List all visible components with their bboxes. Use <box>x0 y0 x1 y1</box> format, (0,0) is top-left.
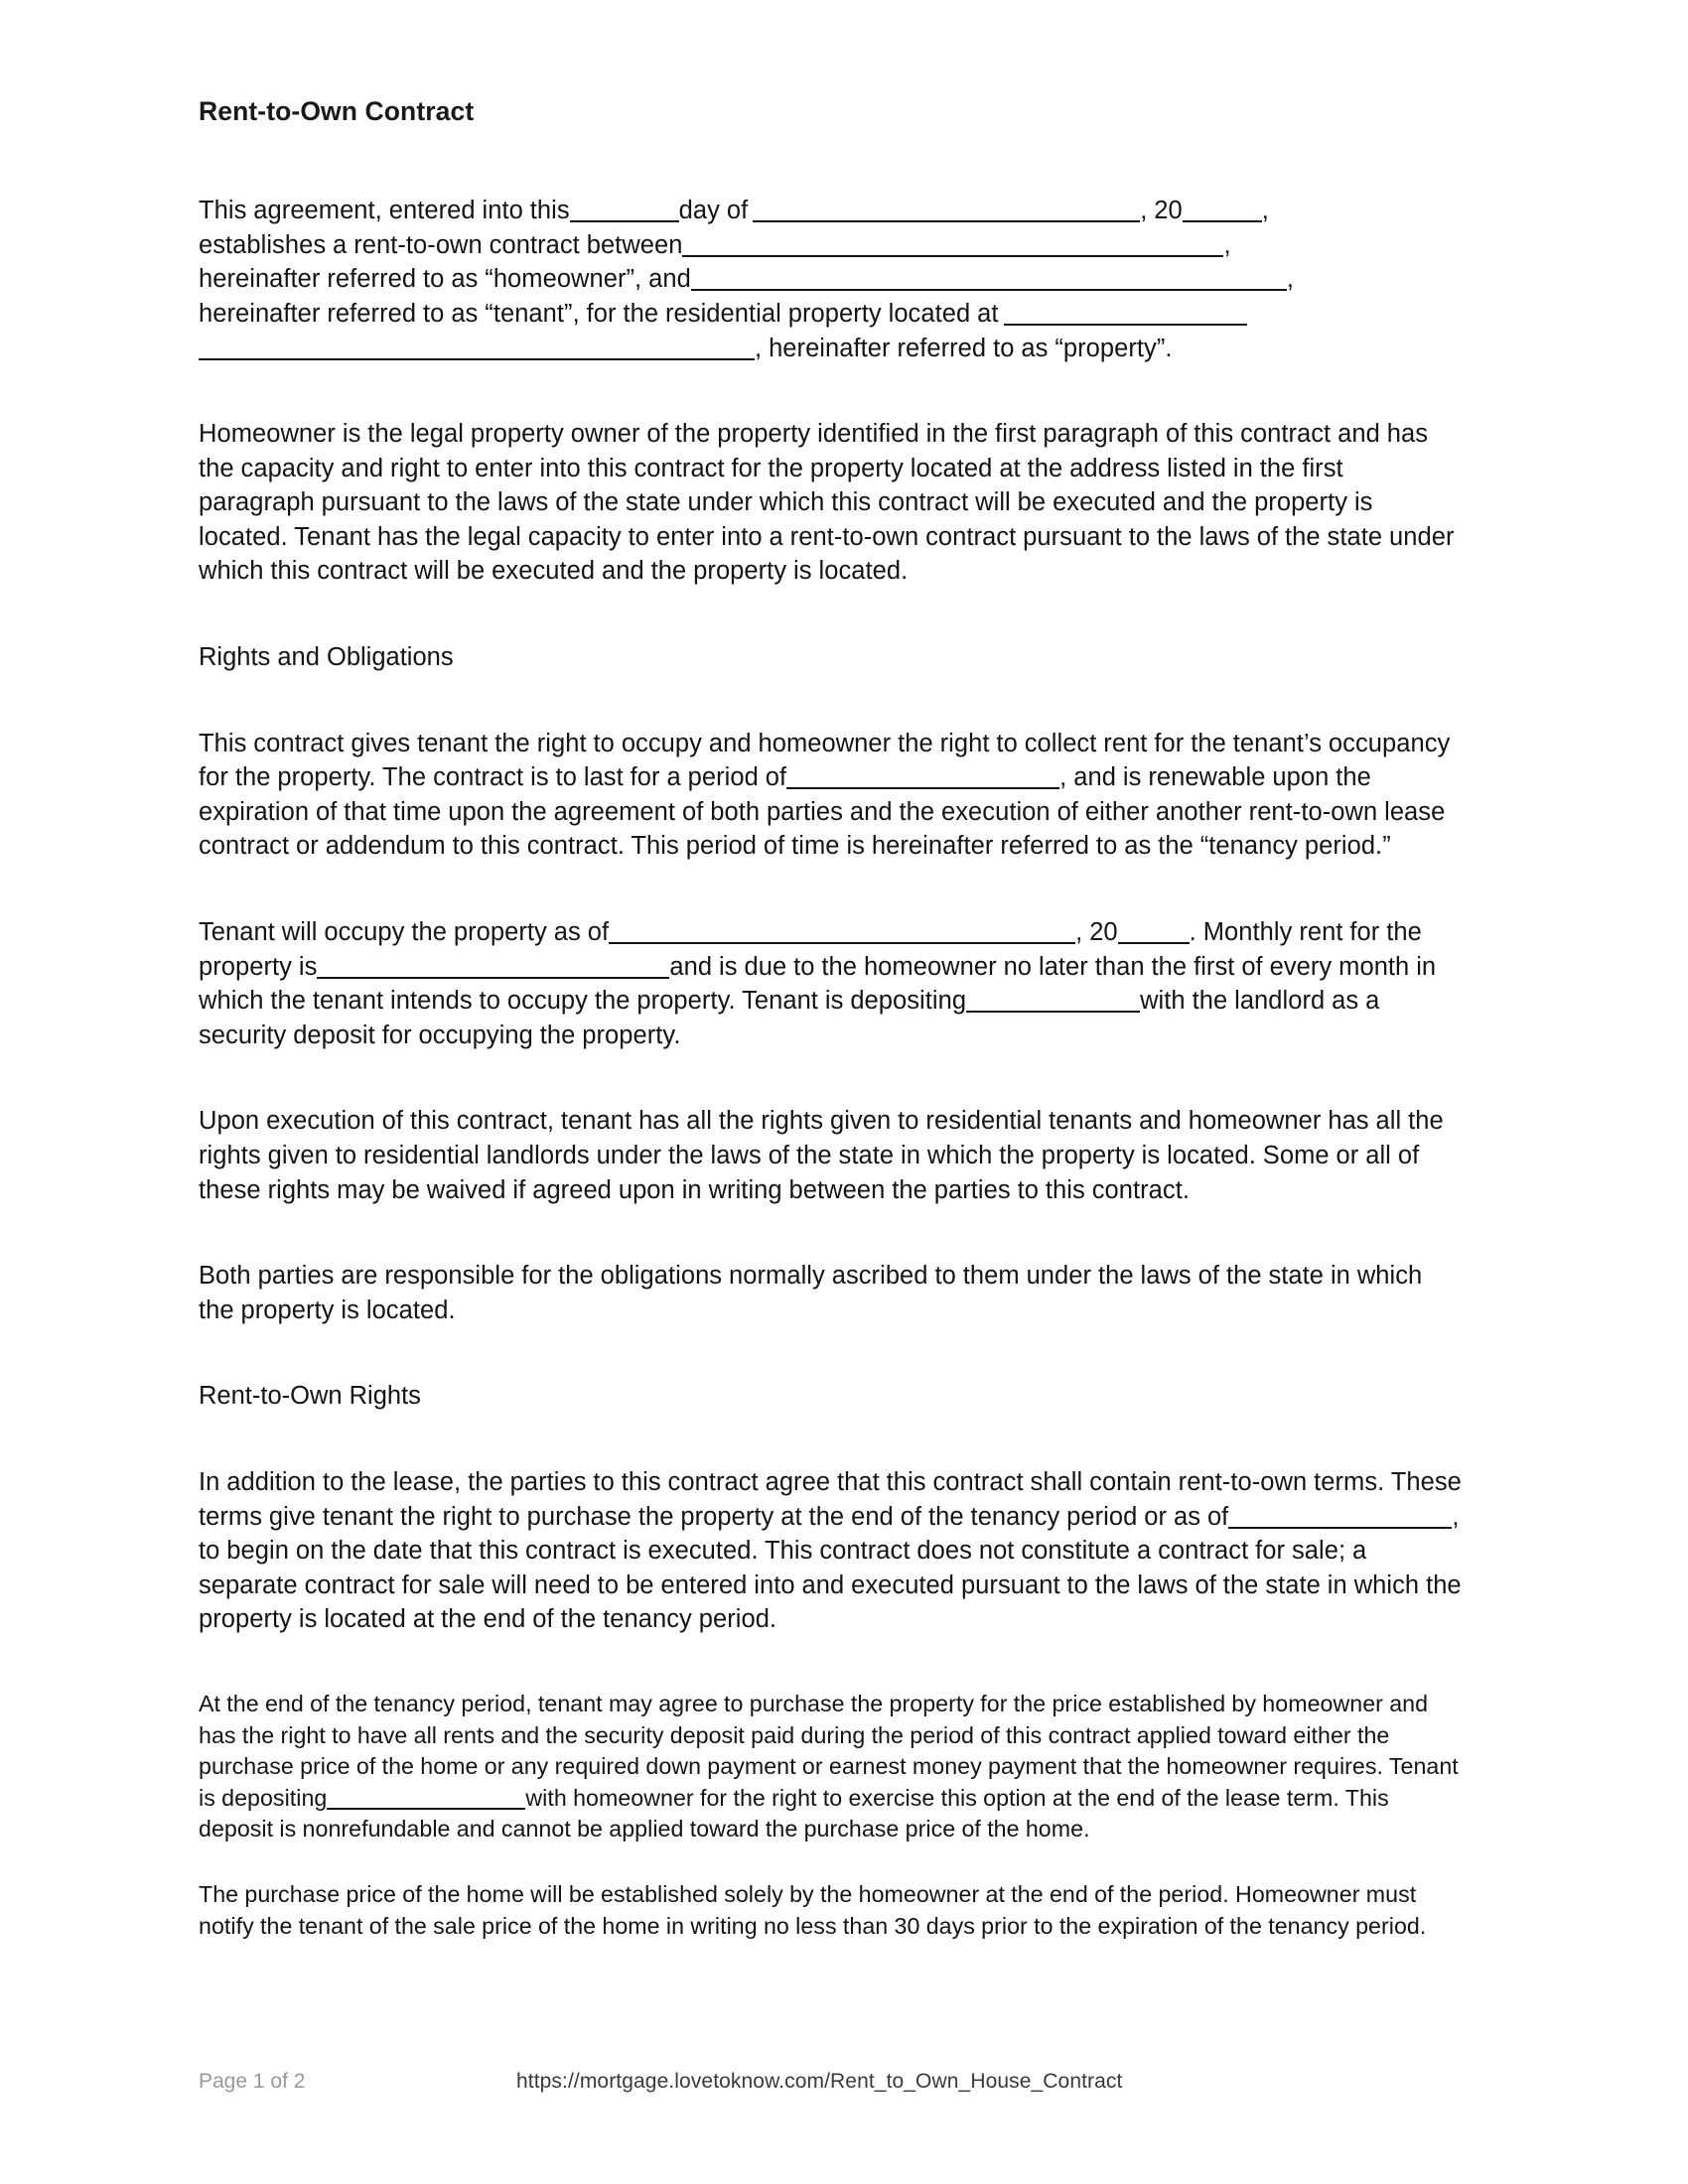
spacer <box>199 864 1462 915</box>
intro-line-5 <box>199 332 1462 366</box>
blank-property-address-1[interactable] <box>1004 305 1247 326</box>
intro-line-1-text-d: , <box>1261 197 1269 225</box>
occupancy-text-a: Tenant will occupy the property as of <box>199 918 610 947</box>
blank-tenant-name[interactable] <box>691 270 1287 291</box>
footer-source-url: https://mortgage.lovetoknow.com/Rent_to_Own_House_Contract <box>516 2070 1123 2093</box>
page-footer <box>199 2070 1470 2106</box>
contract-term-text-a: This contract gives tenant the right to occupy and homeowner the right to collect rent for the tenant’s occupancy for the property. The contract is to last for a period of <box>199 729 1451 792</box>
footer-page-number: Page 1 of 2 <box>199 2070 306 2093</box>
heading-rights-and-obligations: Rights and Obligations <box>199 643 454 672</box>
paragraph-purchase-price: The purchase price of the home will be established solely by the homeowner at the end of the period. Homeowner must notify the tenant of the sale price of the home in writing no less than 30 days prior to the expiration of the tenancy period. <box>199 1880 1427 1939</box>
intro-line-3-text-b: , <box>1286 265 1294 294</box>
document-body <box>199 95 1462 1942</box>
heading-rent-to-own-rights: Rent-to-Own Rights <box>199 1382 421 1411</box>
blank-occupancy-date[interactable] <box>609 923 1075 944</box>
spacer <box>199 1414 1462 1465</box>
intro-line-2-text-b: , <box>1223 230 1231 259</box>
paragraph-homeowner-legal: Homeowner is the legal property owner of the property identified in the first paragraph of this contract and has the capacity and right to enter into this contract for the property located at the address listed in the first paragraph pursuant to the laws of the state under which this contract will be executed and the property is located. Tenant has the legal capacity to enter into a rent-to-own contract pursuant to the laws of the state under which this contract will be executed and the property is located. <box>199 420 1455 586</box>
spacer <box>199 675 1462 727</box>
intro-line-1 <box>199 194 1462 228</box>
blank-security-deposit[interactable] <box>966 992 1140 1013</box>
contract-term-text-b: , and is renewable upon the expiration of that time upon the agreement of both parties and the execution of either another rent-to-own lease contract or addendum to this contract. This period of time is hereinafter referred to as the “tenancy period.” <box>199 763 1446 861</box>
spacer <box>199 589 1462 640</box>
spacer <box>199 1052 1462 1104</box>
occupancy-text-d: and is due to the homeowner no later than the first of every month in which the tenant intends to occupy the property. Tenant is depositing <box>199 952 1437 1016</box>
spacer <box>199 1327 1462 1379</box>
intro-line-1-text-b: day of <box>678 197 749 225</box>
blank-purchase-option-date[interactable] <box>1228 1508 1452 1529</box>
intro-line-3-text-a: hereinafter referred to as “homeowner”, and <box>199 265 691 294</box>
paragraph-lease-addition <box>199 1465 1462 1637</box>
lease-addition-text-a: In addition to the lease, the parties to this contract agree that this contract shall contain rent-to-own terms. These terms give tenant the right to purchase the property at the end of the tenancy period or as of <box>199 1467 1462 1531</box>
spacer <box>199 1207 1462 1259</box>
intro-paragraph <box>199 194 1462 365</box>
intro-line-1-text-a: This agreement, entered into this <box>199 197 570 225</box>
occupancy-text-e: with the landlord as a security deposit for occupying the property. <box>199 987 1380 1049</box>
blank-year[interactable] <box>1183 202 1262 222</box>
spacer <box>199 128 1462 194</box>
blank-month[interactable] <box>753 202 1140 222</box>
intro-line-2 <box>199 228 1462 263</box>
paragraph-occupancy <box>199 915 1462 1052</box>
intro-line-5-text-a: , hereinafter referred to as “property”. <box>755 334 1173 362</box>
spacer <box>199 1845 1462 1879</box>
blank-tenancy-period[interactable] <box>786 768 1059 789</box>
blank-day[interactable] <box>570 202 679 222</box>
paragraph-both-parties: Both parties are responsible for the obligations normally ascribed to them under the laws of the state in which the property is located. <box>199 1262 1423 1324</box>
lease-addition-text-b: , to begin on the date that this contract is executed. This contract does not constitute a contract for sale; a separate contract for sale will need to be entered into and executed pursuant to the laws of the state in which the property is located at the end of the tenancy period. <box>199 1502 1462 1634</box>
intro-line-4 <box>199 297 1462 332</box>
occupancy-text-c: . Monthly rent for the property is <box>199 918 1422 981</box>
blank-monthly-rent[interactable] <box>317 958 669 979</box>
end-of-tenancy-text-a: At the end of the tenancy period, tenant may agree to purchase the property for the price established by homeowner and has the right to have all rents and the security deposit paid during the period of this contract applied toward either the purchase price of the home or any required down payment or earnest money payment that the homeowner requires. Tenant is depositing <box>199 1690 1459 1811</box>
intro-line-2-text-a: establishes a rent-to-own contract between <box>199 230 683 259</box>
page-title: Rent-to-Own Contract <box>199 96 475 126</box>
spacer <box>199 365 1462 417</box>
intro-line-4-text-a: hereinafter referred to as “tenant”, for the residential property located at <box>199 299 999 328</box>
intro-line-1-text-c: , 20 <box>1140 197 1183 225</box>
blank-property-address-2[interactable] <box>199 340 755 360</box>
blank-homeowner-name[interactable] <box>682 236 1223 257</box>
paragraph-upon-execution: Upon execution of this contract, tenant has all the rights given to residential tenants and homeowner has all the rights given to residential landlords under the laws of the state in which the property is located. Some or all of these rights may be waived if agreed upon in writing between the parties to this contract. <box>199 1107 1444 1204</box>
blank-occupancy-year[interactable] <box>1118 923 1190 944</box>
occupancy-text-b: , 20 <box>1075 918 1118 947</box>
blank-option-deposit[interactable] <box>327 1789 525 1810</box>
spacer <box>199 1637 1462 1689</box>
paragraph-end-of-tenancy <box>199 1689 1462 1845</box>
end-of-tenancy-text-b: with homeowner for the right to exercise this option at the end of the lease term. This deposit is nonrefundable and cannot be applied toward the purchase price of the home. <box>199 1784 1389 1843</box>
paragraph-contract-term <box>199 727 1462 864</box>
intro-line-3 <box>199 262 1462 297</box>
